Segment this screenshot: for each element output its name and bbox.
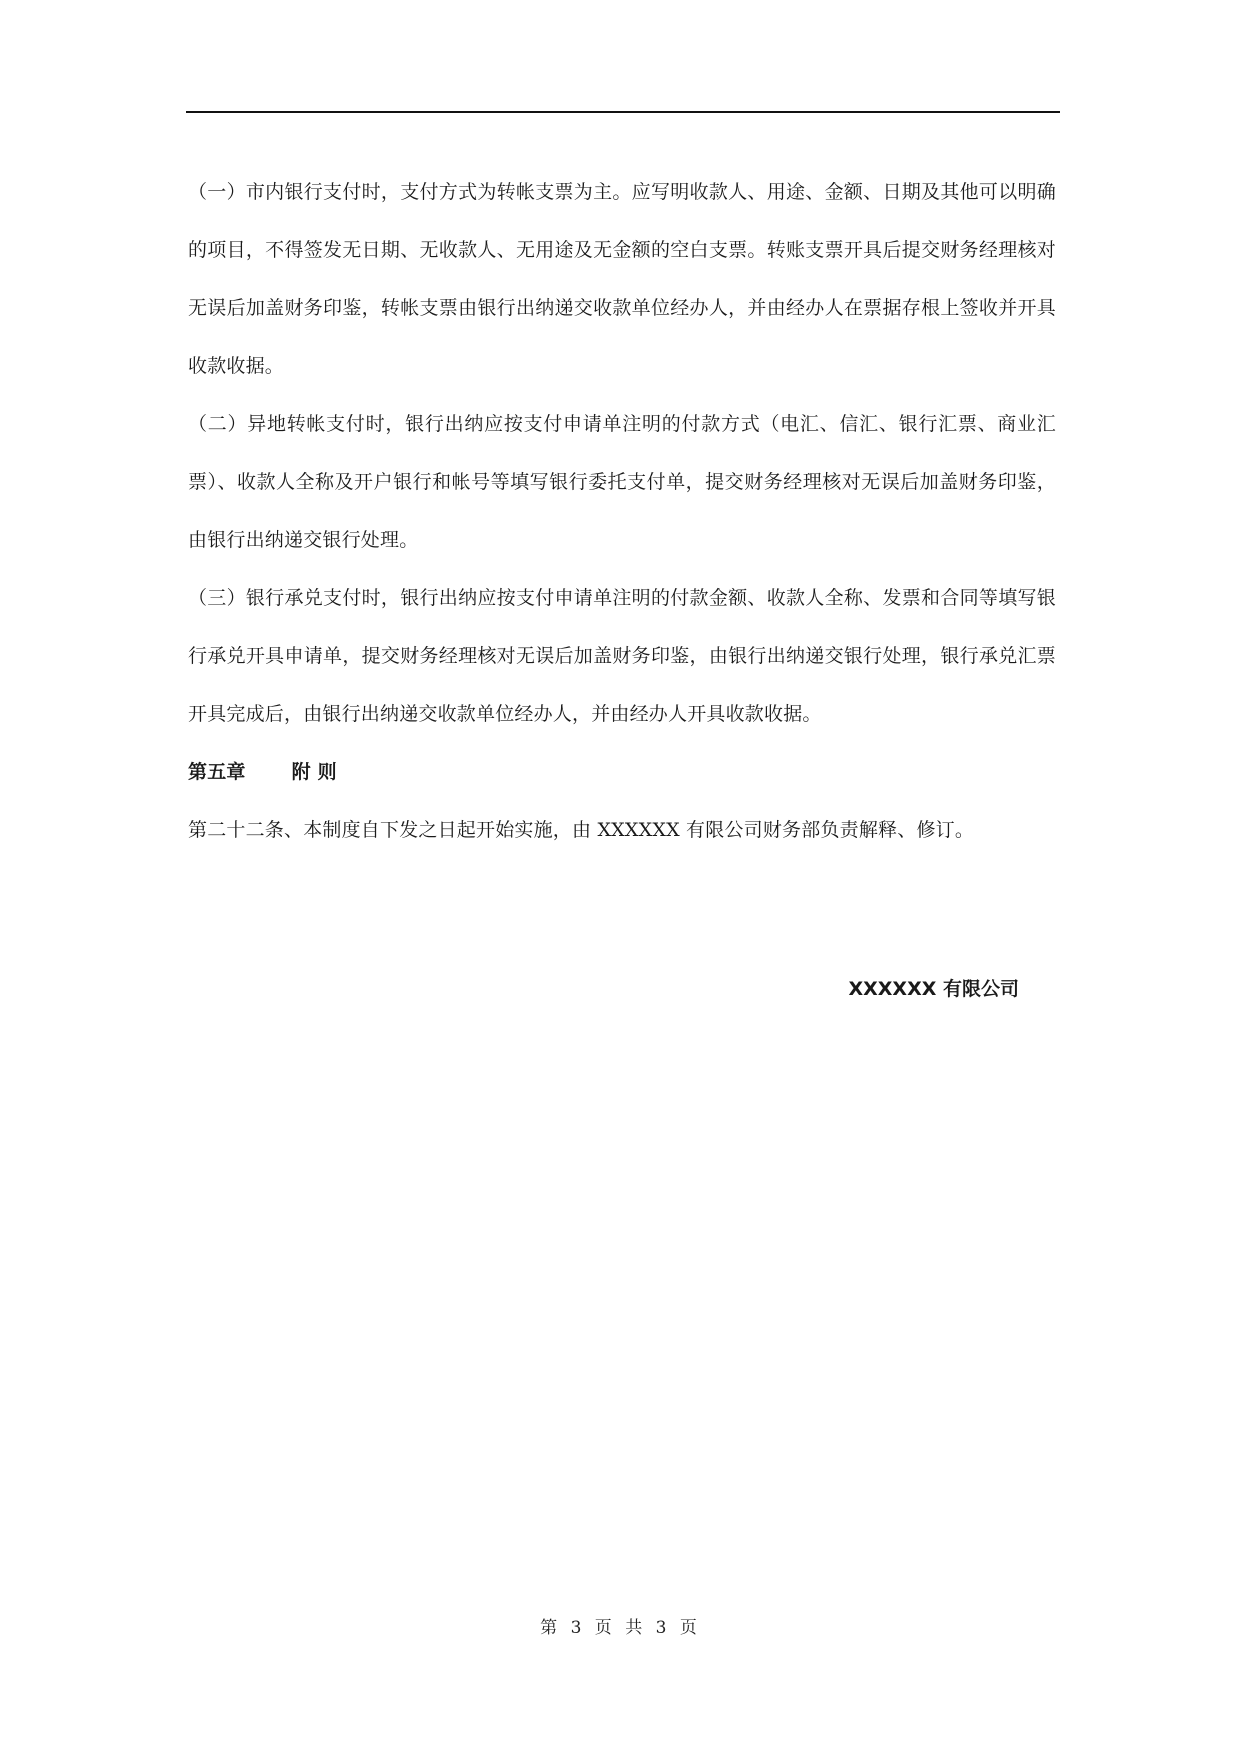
paragraph-item-1: （一）市内银行支付时，支付方式为转帐支票为主。应写明收款人、用途、金额、日期及其他可以明确的项目，不得签发无日期、无收款人、无用途及无金额的空白支票。转账支票开具后提交财务经理核对无误后加盖财务印鉴，转帐支票由银行出纳递交收款单位经办人，并由经办人在票据存根上签收并开具收款收据。 <box>188 181 1056 377</box>
article-22: 第二十二条、本制度自下发之日起开始实施，由 XXXXXX 有限公司财务部负责解释、修订。 <box>188 819 975 841</box>
document-body <box>188 163 1056 859</box>
chapter-title: 附 则 <box>291 761 337 783</box>
header-rule <box>186 111 1060 113</box>
chapter-number: 第五章 <box>188 761 246 783</box>
company-signature: XXXXXX 有限公司 <box>848 978 1019 1000</box>
page-footer: 第 3 页 共 3 页 <box>540 1618 701 1638</box>
paragraph-item-3: （三）银行承兑支付时，银行出纳应按支付申请单注明的付款金额、收款人全称、发票和合同等填写银行承兑开具申请单，提交财务经理核对无误后加盖财务印鉴，由银行出纳递交银行处理，银行承兑汇票开具完成后，由银行出纳递交收款单位经办人，并由经办人开具收款收据。 <box>188 587 1056 725</box>
paragraph-item-2: （二）异地转帐支付时，银行出纳应按支付申请单注明的付款方式（电汇、信汇、银行汇票、商业汇票）、收款人全称及开户银行和帐号等填写银行委托支付单，提交财务经理核对无误后加盖财务印鉴，由银行出纳递交银行处理。 <box>188 413 1056 551</box>
chapter-heading <box>188 743 1056 801</box>
